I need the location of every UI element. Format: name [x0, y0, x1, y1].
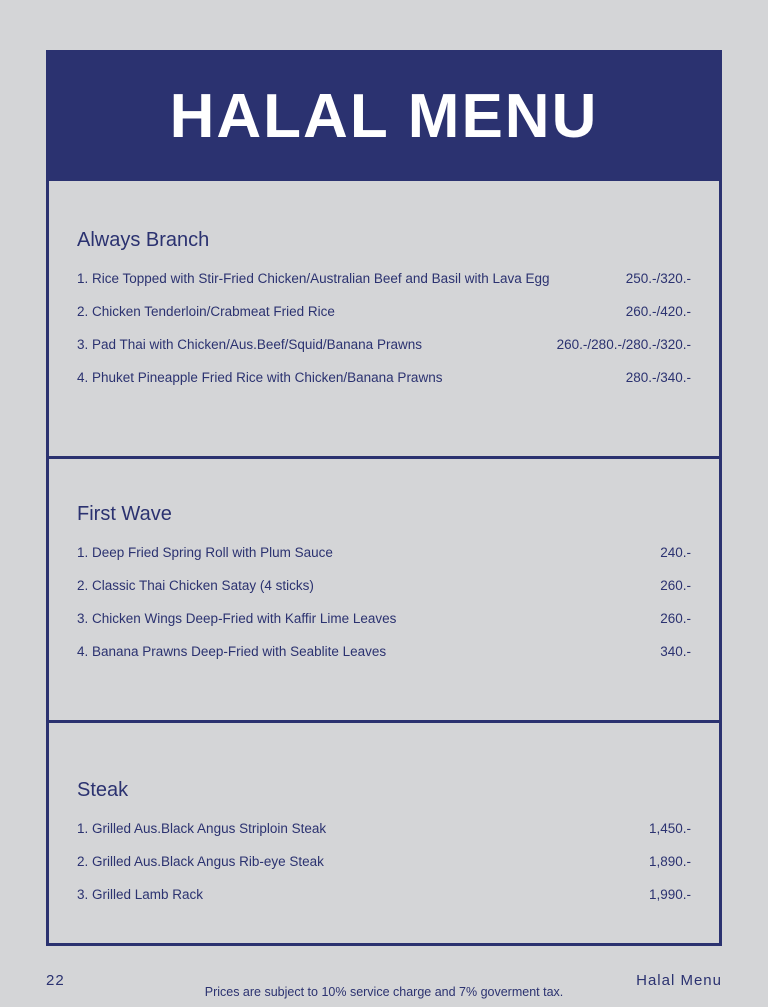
item-price: 1,890.- — [648, 854, 691, 869]
item-name: 3. Pad Thai with Chicken/Aus.Beef/Squid/Banana Prawns — [77, 337, 422, 352]
menu-section-steak — [49, 720, 719, 945]
footer-label: Halal Menu — [636, 972, 722, 989]
menu-frame — [46, 50, 722, 946]
list-item — [77, 328, 691, 361]
item-price: 240.- — [660, 545, 691, 560]
page-title: HALAL MENU — [169, 82, 599, 151]
section-item-list — [77, 262, 691, 394]
menu-section-first-wave — [49, 456, 719, 720]
menu-title-bar — [49, 53, 719, 181]
section-title: Steak — [77, 779, 129, 801]
item-price: 1,990.- — [648, 887, 691, 902]
list-item — [77, 361, 691, 394]
item-name: 1. Rice Topped with Stir-Fried Chicken/Australian Beef and Basil with Lava Egg — [77, 271, 550, 286]
item-price: 250.-/320.- — [625, 271, 691, 286]
list-item — [77, 602, 691, 635]
item-name: 1. Deep Fried Spring Roll with Plum Sauce — [77, 545, 333, 560]
item-price: 260.-/420.- — [625, 304, 691, 319]
item-name: 3. Grilled Lamb Rack — [77, 887, 204, 902]
list-item — [77, 635, 691, 668]
list-item — [77, 812, 691, 845]
page-footer — [46, 972, 722, 989]
list-item — [77, 536, 691, 569]
section-item-list — [77, 812, 691, 911]
price-disclaimer: Prices are subject to 10% service charge and 7% goverment tax. — [204, 985, 564, 999]
list-item — [77, 569, 691, 602]
list-item — [77, 295, 691, 328]
item-price: 260.- — [660, 578, 691, 593]
section-title: First Wave — [77, 503, 172, 525]
section-title: Always Branch — [77, 229, 210, 251]
item-name: 2. Grilled Aus.Black Angus Rib-eye Steak — [77, 854, 324, 869]
item-price: 260.- — [660, 611, 691, 626]
item-price: 280.-/340.- — [625, 370, 691, 385]
item-name: 4. Banana Prawns Deep-Fried with Seablite Leaves — [77, 644, 387, 659]
item-name: 3. Chicken Wings Deep-Fried with Kaffir Lime Leaves — [77, 611, 397, 626]
item-name: 4. Phuket Pineapple Fried Rice with Chicken/Banana Prawns — [77, 370, 443, 385]
list-item — [77, 262, 691, 295]
item-price: 340.- — [660, 644, 691, 659]
item-price: 260.-/280.-/280.-/320.- — [556, 337, 691, 352]
list-item — [77, 845, 691, 878]
section-item-list — [77, 536, 691, 668]
item-name: 2. Chicken Tenderloin/Crabmeat Fried Rice — [77, 304, 335, 319]
page-number: 22 — [46, 972, 65, 989]
item-name: 1. Grilled Aus.Black Angus Striploin Steak — [77, 821, 327, 836]
item-price: 1,450.- — [648, 821, 691, 836]
menu-section-always-branch — [49, 181, 719, 456]
item-name: 2. Classic Thai Chicken Satay (4 sticks) — [77, 578, 314, 593]
list-item — [77, 878, 691, 911]
